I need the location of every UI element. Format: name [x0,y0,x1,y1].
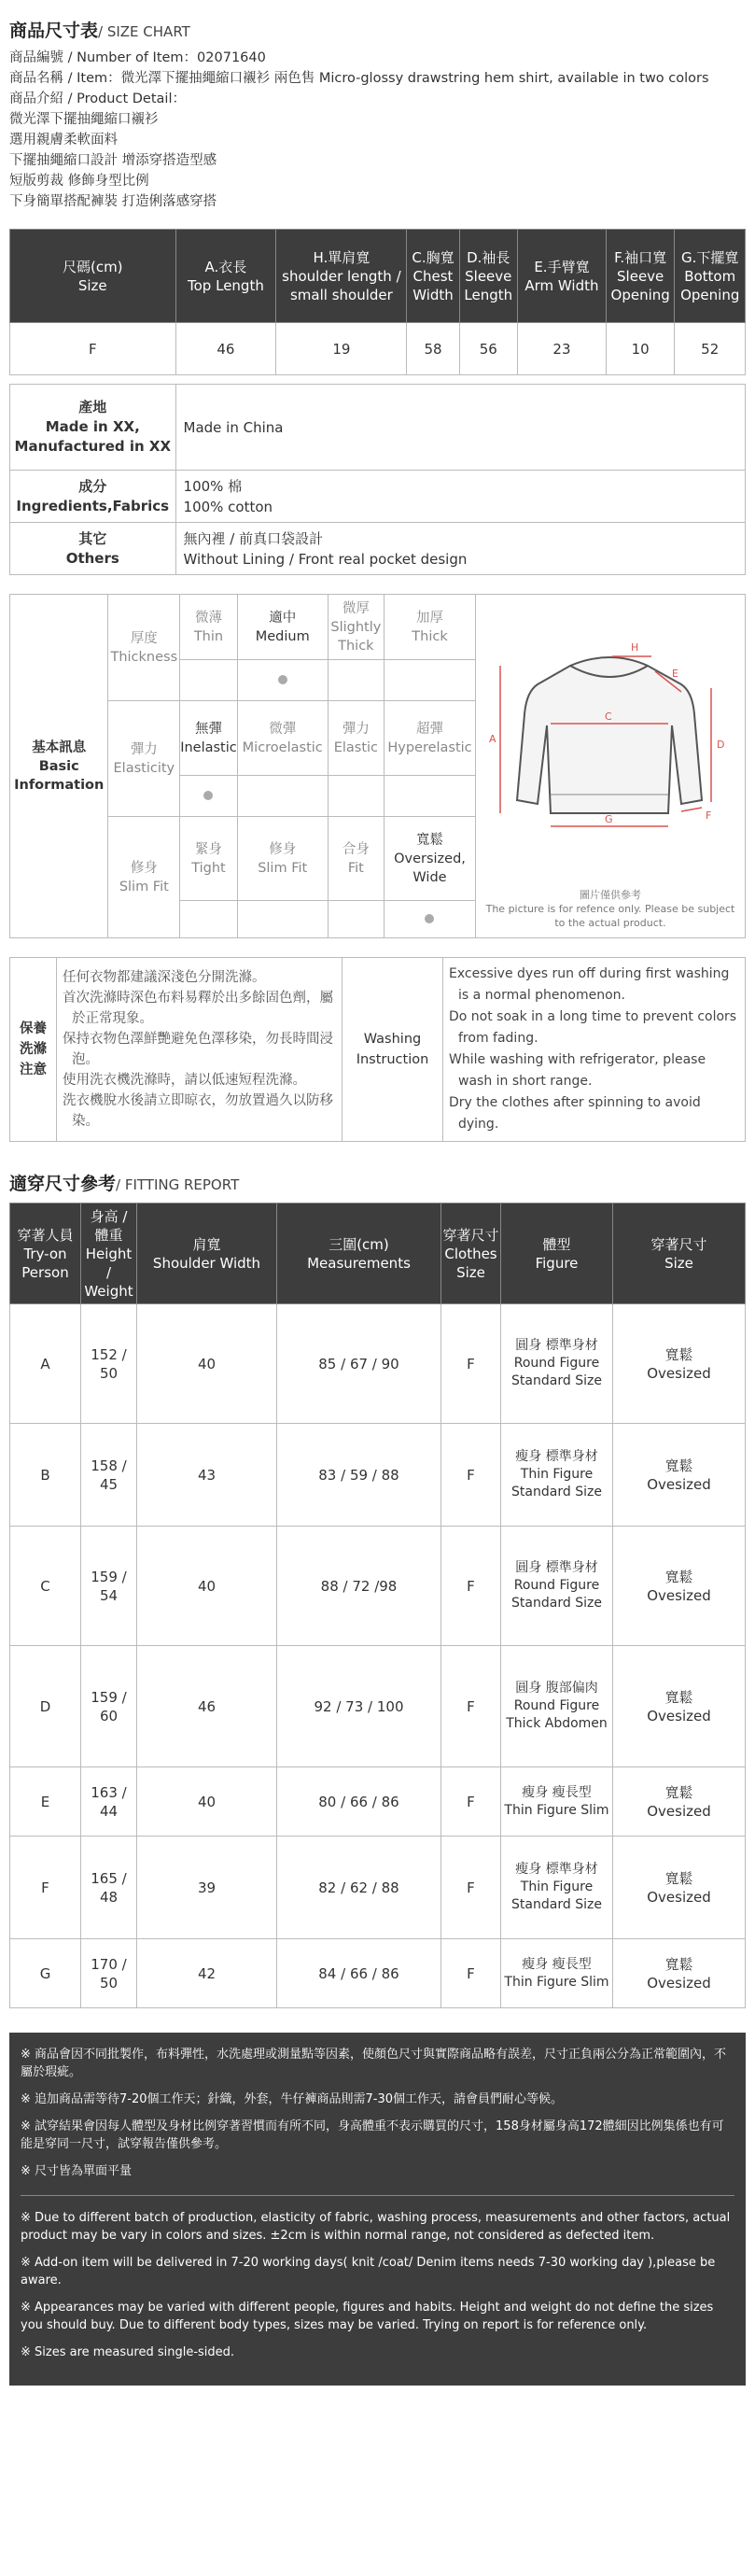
cell-figure: 瘦身 標準身材 Thin Figure Standard Size [501,1837,613,1939]
thickness-mark [384,660,476,701]
sweater-shape [517,657,702,813]
washing-item-zh: 首次洗滌時深色布料易釋於出多餘固色劑，屬於正常現象。 [63,991,333,1026]
table-row [10,1304,746,1424]
cell-clothes-size: F [441,1837,501,1939]
cell-shoulder-width: 43 [137,1424,277,1527]
washing-list-zh [57,958,343,1142]
thickness-mark [237,660,328,701]
label-e: E [671,668,678,680]
note-zh: ※ 追加商品需等待7-20個工作天；針織，外套，牛仔褲商品則需7-30個工作天，請會員們耐心等候。 [21,2092,564,2106]
origin-row [10,385,746,471]
thickness-option: 微薄 Thin [180,595,238,660]
note-en: ※ Sizes are measured single-sided. [21,2345,235,2359]
label-c: C [604,711,612,723]
origin-label: 產地 Made in XX, Manufactured in XX [10,385,176,471]
cell-measurements: 82 / 62 / 88 [277,1837,441,1939]
cell-height-weight: 170 / 50 [81,1939,137,2008]
cell-figure: 瘦身 瘦長型 Thin Figure Slim [501,1767,613,1837]
washing-label-en: Washing Instruction [343,958,443,1142]
header-clothes-size: 穿著尺寸 Clothes Size [441,1204,501,1304]
cell-sleeve-length: 56 [459,323,518,375]
cell-wear-size: 寬鬆 Ovesized [613,1837,746,1939]
fit-mark [180,901,238,938]
thickness-option: 加厚 Thick [384,595,476,660]
item-number: 商品編號 / Number of Item：02071640 [9,50,266,65]
basic-info-label: 基本訊息 Basic Information [10,595,108,938]
cell-chest: 58 [407,323,459,375]
cell-top-length: 46 [175,323,276,375]
cell-height-weight: 165 / 48 [81,1837,137,1939]
cell-sleeve-opening: 10 [606,323,675,375]
thickness-option: 適中 Medium [237,595,328,660]
washing-item-en: While washing with refrigerator, please wash in short range. [449,1052,706,1089]
header-top-length: A.衣長 Top Length [175,230,276,323]
note-zh: ※ 尺寸皆為單面平量 [21,2164,133,2178]
cell-wear-size: 寬鬆 Ovesized [613,1767,746,1837]
table-row [10,1527,746,1646]
cell-height-weight: 163 / 44 [81,1767,137,1837]
size-chart-title: 商品尺寸表/ SIZE CHART [9,21,190,41]
label-a: A [488,733,496,745]
cell-clothes-size: F [441,1527,501,1646]
table-row [10,1939,746,2008]
cell-person: G [10,1939,81,2008]
header-figure: 體型 Figure [501,1204,613,1304]
thickness-label: 厚度 Thickness [108,595,180,701]
header-bottom-opening: G.下擺寬 Bottom Opening [675,230,746,323]
cell-person: D [10,1646,81,1767]
notes-divider [21,2195,734,2196]
cell-shoulder-width: 42 [137,1939,277,2008]
elasticity-mark [237,776,328,817]
fit-option: 緊身 Tight [180,817,238,901]
fitting-table-header [10,1204,746,1304]
cell-person: F [10,1837,81,1939]
size-table [9,229,746,575]
garment-diagram-cell [475,595,745,938]
washing-item-en: Excessive dyes run off during first washing is a normal phenomenon. [449,966,730,1003]
thickness-mark [328,660,384,701]
detail-item: 短版剪裁 修飾身型比例 [9,174,149,189]
cell-clothes-size: F [441,1939,501,2008]
cell-measurements: 84 / 66 / 86 [277,1939,441,2008]
cell-figure: 圓身 腹部偏肉 Round Figure Thick Abdomen [501,1646,613,1767]
note-en: ※ Due to different batch of production, elasticity of fabric, washing process, measurements and other factors, actual product may be vary in colors and sizes. ±2cm is within normal range, not considered as defected item. [21,2211,731,2243]
detail-item: 下身簡單搭配褲裝 打造俐落感穿搭 [9,194,217,209]
header-shoulder-width: 肩寬 Shoulder Width [137,1204,277,1304]
elasticity-option: 超彈 Hyperelastic [384,701,476,776]
header-chest: C.胸寬 Chest Width [407,230,459,323]
size-table-header [10,230,746,323]
detail-item: 微光澤下擺抽繩縮口襯衫 [9,112,159,127]
cell-height-weight: 158 / 45 [81,1424,137,1527]
fitting-table [9,1203,746,2008]
washing-table [9,957,746,1142]
label-d: D [716,739,725,751]
fit-mark [328,901,384,938]
cell-size: F [10,323,176,375]
fit-option: 合身 Fit [328,817,384,901]
notes-panel [9,2033,746,2386]
header-measurements: 三圍(cm) Measurements [277,1204,441,1304]
header-sleeve-length: D.袖長 Sleeve Length [459,230,518,323]
ingredients-label: 成分 Ingredients,Fabrics [10,471,176,523]
fitting-title: 適穿尺寸參考/ FITTING REPORT [9,1174,240,1194]
elasticity-mark [180,776,238,817]
selected-dot [425,914,434,923]
header-wear-size: 穿著尺寸 Size [613,1204,746,1304]
cell-measurements: 83 / 59 / 88 [277,1424,441,1527]
elasticity-option: 無彈 Inelastic [180,701,238,776]
washing-item-en: Dry the clothes after spinning to avoid dying. [449,1095,701,1132]
cell-measurements: 80 / 66 / 86 [277,1767,441,1837]
cell-shoulder-width: 46 [137,1646,277,1767]
cell-arm-width: 23 [518,323,607,375]
table-row [10,1424,746,1527]
cell-shoulder-width: 39 [137,1837,277,1939]
header-height-weight: 身高 / 體重 Height / Weight [81,1204,137,1304]
detail-list [9,109,746,212]
cell-figure: 圓身 標準身材 Round Figure Standard Size [501,1527,613,1646]
cell-measurements: 92 / 73 / 100 [277,1646,441,1767]
ingredients-value: 100% 棉 100% cotton [175,471,745,523]
cell-person: B [10,1424,81,1527]
ingredients-row [10,471,746,523]
table-row [10,1837,746,1939]
washing-label-zh: 保養 洗滌 注意 [10,958,57,1142]
cell-measurements: 85 / 67 / 90 [277,1304,441,1424]
cell-clothes-size: F [441,1304,501,1424]
elasticity-mark [384,776,476,817]
cell-measurements: 88 / 72 /98 [277,1527,441,1646]
fitting-rows [10,1304,746,2008]
washing-item-zh: 保持衣物色澤鮮艷避免色澤移染，勿長時間浸泡。 [63,1032,333,1067]
cell-height-weight: 159 / 60 [81,1646,137,1767]
table-row [10,1646,746,1767]
basic-info-table [9,594,746,938]
origin-value: Made in China [175,385,745,471]
label-h: H [630,641,639,654]
fit-mark [237,901,328,938]
cell-shoulder: 19 [276,323,407,375]
cell-height-weight: 152 / 50 [81,1304,137,1424]
washing-item-zh: 洗衣機脫水後請立即晾衣，勿放置過久以防移染。 [63,1093,333,1129]
note-en: ※ Add-on item will be delivered in 7-20 working days( knit /coat/ Denim items needs 7-30 working day ),please be aware. [21,2256,716,2287]
table-row [10,1767,746,1837]
cell-person: E [10,1767,81,1837]
cell-person: A [10,1304,81,1424]
washing-item-zh: 使用洗衣機洗滌時，請以低速短程洗滌。 [63,1073,306,1088]
washing-list-en [443,958,746,1142]
label-g: G [604,813,613,825]
note-en: ※ Appearances may be varied with different people, figures and habits. Height and weight do not define the sizes you should buy. Due to different body types, sizes may be varied. Trying on report is for reference only. [21,2301,714,2332]
cell-bottom-opening: 52 [675,323,746,375]
elasticity-option: 微彈 Microelastic [237,701,328,776]
elasticity-mark [328,776,384,817]
header-shoulder: H.單肩寬 shoulder length / small shoulder [276,230,407,323]
garment-diagram [482,602,739,882]
measure-line-f [681,808,702,811]
label-f: F [705,809,712,822]
header-sleeve-opening: F.袖口寬 Sleeve Opening [606,230,675,323]
fit-mark [384,901,476,938]
cell-clothes-size: F [441,1767,501,1837]
header-person: 穿著人員 Try-on Person [10,1204,81,1304]
header-size: 尺碼(cm) Size [10,230,176,323]
washing-item-zh: 任何衣物都建議深淺色分開洗滌。 [63,970,266,985]
thickness-mark [180,660,238,701]
others-label: 其它 Others [10,523,176,575]
elasticity-option: 彈力 Elastic [328,701,384,776]
cell-figure: 瘦身 瘦長型 Thin Figure Slim [501,1939,613,2008]
cell-clothes-size: F [441,1424,501,1527]
cell-wear-size: 寬鬆 Ovesized [613,1646,746,1767]
cell-height-weight: 159 / 54 [81,1527,137,1646]
cell-wear-size: 寬鬆 Ovesized [613,1424,746,1527]
thickness-option: 微厚 Slightly Thick [328,595,384,660]
cell-shoulder-width: 40 [137,1767,277,1837]
elasticity-label: 彈力 Elasticity [108,701,180,817]
others-row [10,523,746,575]
fit-option: 寬鬆 Oversized, Wide [384,817,476,901]
fit-label: 修身 Slim Fit [108,817,180,938]
item-name: 商品名稱 / Item：微光澤下擺抽繩縮口襯衫 兩色售 Micro-glossy drawstring hem shirt, available in two colors [9,71,709,86]
header-arm-width: E.手臂寬 Arm Width [518,230,607,323]
detail-heading: 商品介紹 / Product Detail： [9,91,186,106]
cell-shoulder-width: 40 [137,1304,277,1424]
cell-wear-size: 寬鬆 Ovesized [613,1527,746,1646]
washing-item-en: Do not soak in a long time to prevent colors from fading. [449,1009,737,1046]
detail-item: 下擺抽繩縮口設計 增添穿搭造型感 [9,153,217,168]
table-row [10,323,746,375]
cell-clothes-size: F [441,1646,501,1767]
cell-figure: 瘦身 標準身材 Thin Figure Standard Size [501,1424,613,1527]
cell-wear-size: 寬鬆 Ovesized [613,1304,746,1424]
selected-dot [203,791,213,800]
cell-figure: 圓身 標準身材 Round Figure Standard Size [501,1304,613,1424]
cell-person: C [10,1527,81,1646]
selected-dot [278,675,287,684]
cell-wear-size: 寬鬆 Ovesized [613,1939,746,2008]
note-zh: ※ 試穿結果會因每人體型及身材比例穿著習慣而有所不同，身高體重不表示購買的尺寸，158身材屬身高172體細因比例集係也有可能是穿同一尺寸，試穿報告僅供參考。 [21,2119,724,2151]
fit-option: 修身 Slim Fit [237,817,328,901]
detail-item: 選用親膚柔軟面料 [9,133,118,148]
note-zh: ※ 商品會因不同批製作，布料彈性，水洗處理或測量點等因素，使顏色尺寸與實際商品略有誤差，尺寸正負兩公分為正常範圍內，不屬於瑕疵。 [21,2048,727,2079]
diagram-caption: 圖片僅供參考 The picture is for refence only. Please be subject to the actual product. [485,889,735,929]
cell-shoulder-width: 40 [137,1527,277,1646]
others-value: 無內裡 / 前真口袋設計 Without Lining / Front real pocket design [175,523,745,575]
